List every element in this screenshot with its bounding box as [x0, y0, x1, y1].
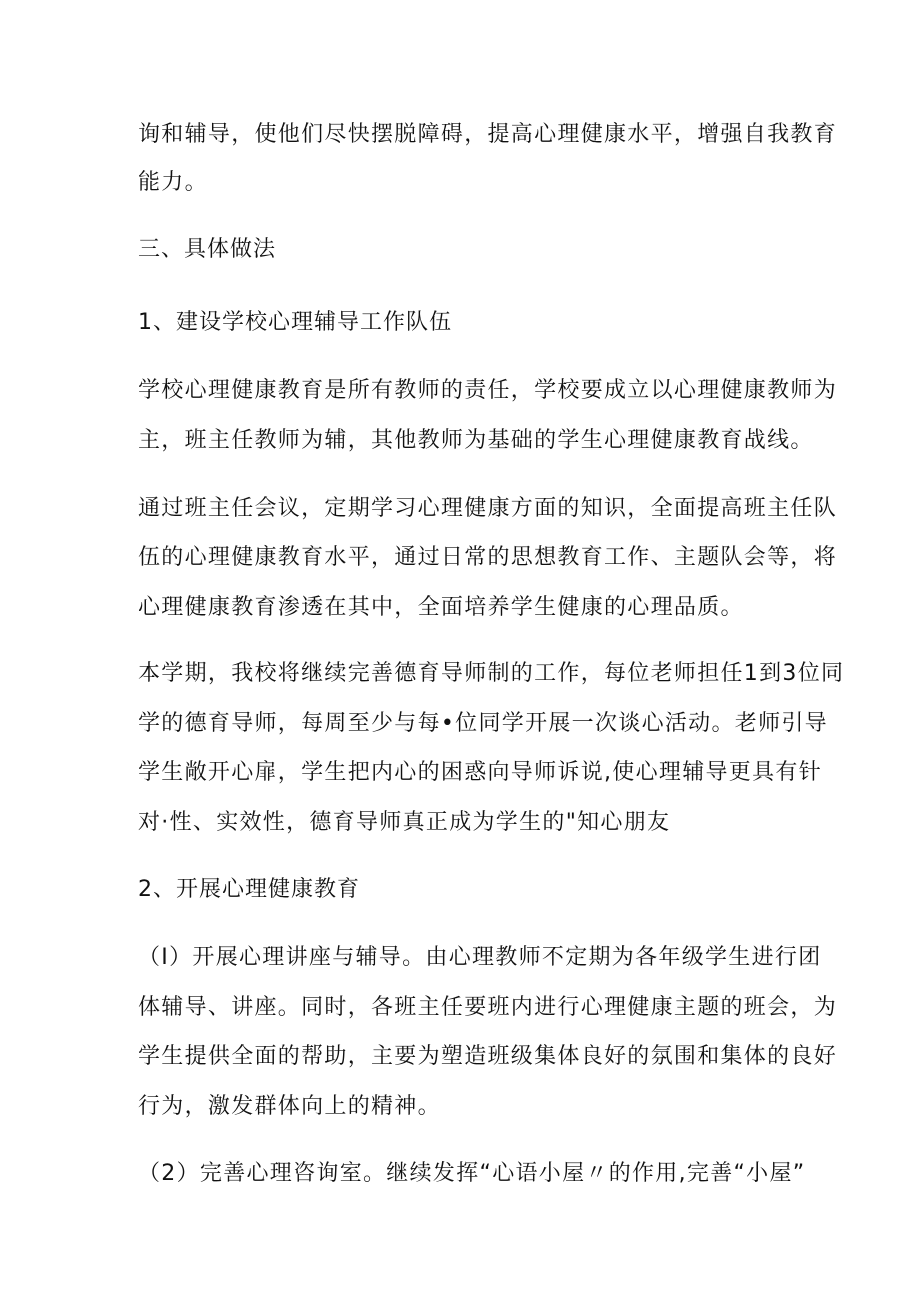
paragraph-lecture-line-1: （I）开展心理讲座与辅导。由心理教师不定期为各年级学生进行团 — [138, 945, 822, 970]
section-title: 三、具体做法 — [138, 237, 277, 262]
paragraph-mentor-line-1: 本学期，我校将继续完善德育导师制的工作，每位老师担任1到3位同 — [138, 661, 845, 686]
paragraph-meeting-line-3: 心理健康教育渗透在其中，全面培养学生健康的心理品质。 — [138, 595, 744, 620]
paragraph-intro-line-2: 能力。 — [138, 170, 208, 195]
paragraph-team-line-1: 学校心理健康教育是所有教师的责任，学校要成立以心理健康教师为 — [138, 378, 838, 403]
paragraph-mentor-line-2: 学的德育导师，每周至少与每•位同学开展一次谈心活动。老师引导 — [138, 711, 828, 736]
subsection-2-title: 2、开展心理健康教育 — [138, 877, 360, 902]
paragraph-meeting-line-2: 伍的心理健康教育水平，通过日常的思想教育工作、主题队会等，将 — [138, 545, 838, 570]
paragraph-lecture-line-4: 行为，激发群体向上的精神。 — [138, 1094, 441, 1119]
paragraph-intro-line-1: 询和辅导，使他们尽快摆脱障碍，提高心理健康水平，增强自我教育 — [138, 122, 838, 147]
paragraph-lecture-line-3: 学生提供全面的帮助，主要为塑造班级集体良好的氛围和集体的良好 — [138, 1044, 838, 1069]
paragraph-team-line-2: 主，班主任教师为辅，其他教师为基础的学生心理健康教育战线。 — [138, 428, 814, 453]
paragraph-meeting-line-1: 通过班主任会议，定期学习心理健康方面的知识，全面提高班主任队 — [138, 496, 838, 521]
subsection-1-title: 1、建设学校心理辅导工作队伍 — [138, 310, 452, 335]
paragraph-mentor-line-3: 学生敞开心扉，学生把内心的困惑向导师诉说,使心理辅导更具有针 — [138, 760, 822, 785]
paragraph-lecture-line-2: 体辅导、讲座。同时，各班主任要班内进行心理健康主题的班会，为 — [138, 995, 838, 1020]
paragraph-counseling-line-1: （2）完善心理咨询室。继续发挥“心语小屋〃的作用,完善“小屋” — [138, 1161, 806, 1186]
paragraph-mentor-line-4: 对·性、实效性，德育导师真正成为学生的"知心朋友 — [138, 810, 671, 835]
